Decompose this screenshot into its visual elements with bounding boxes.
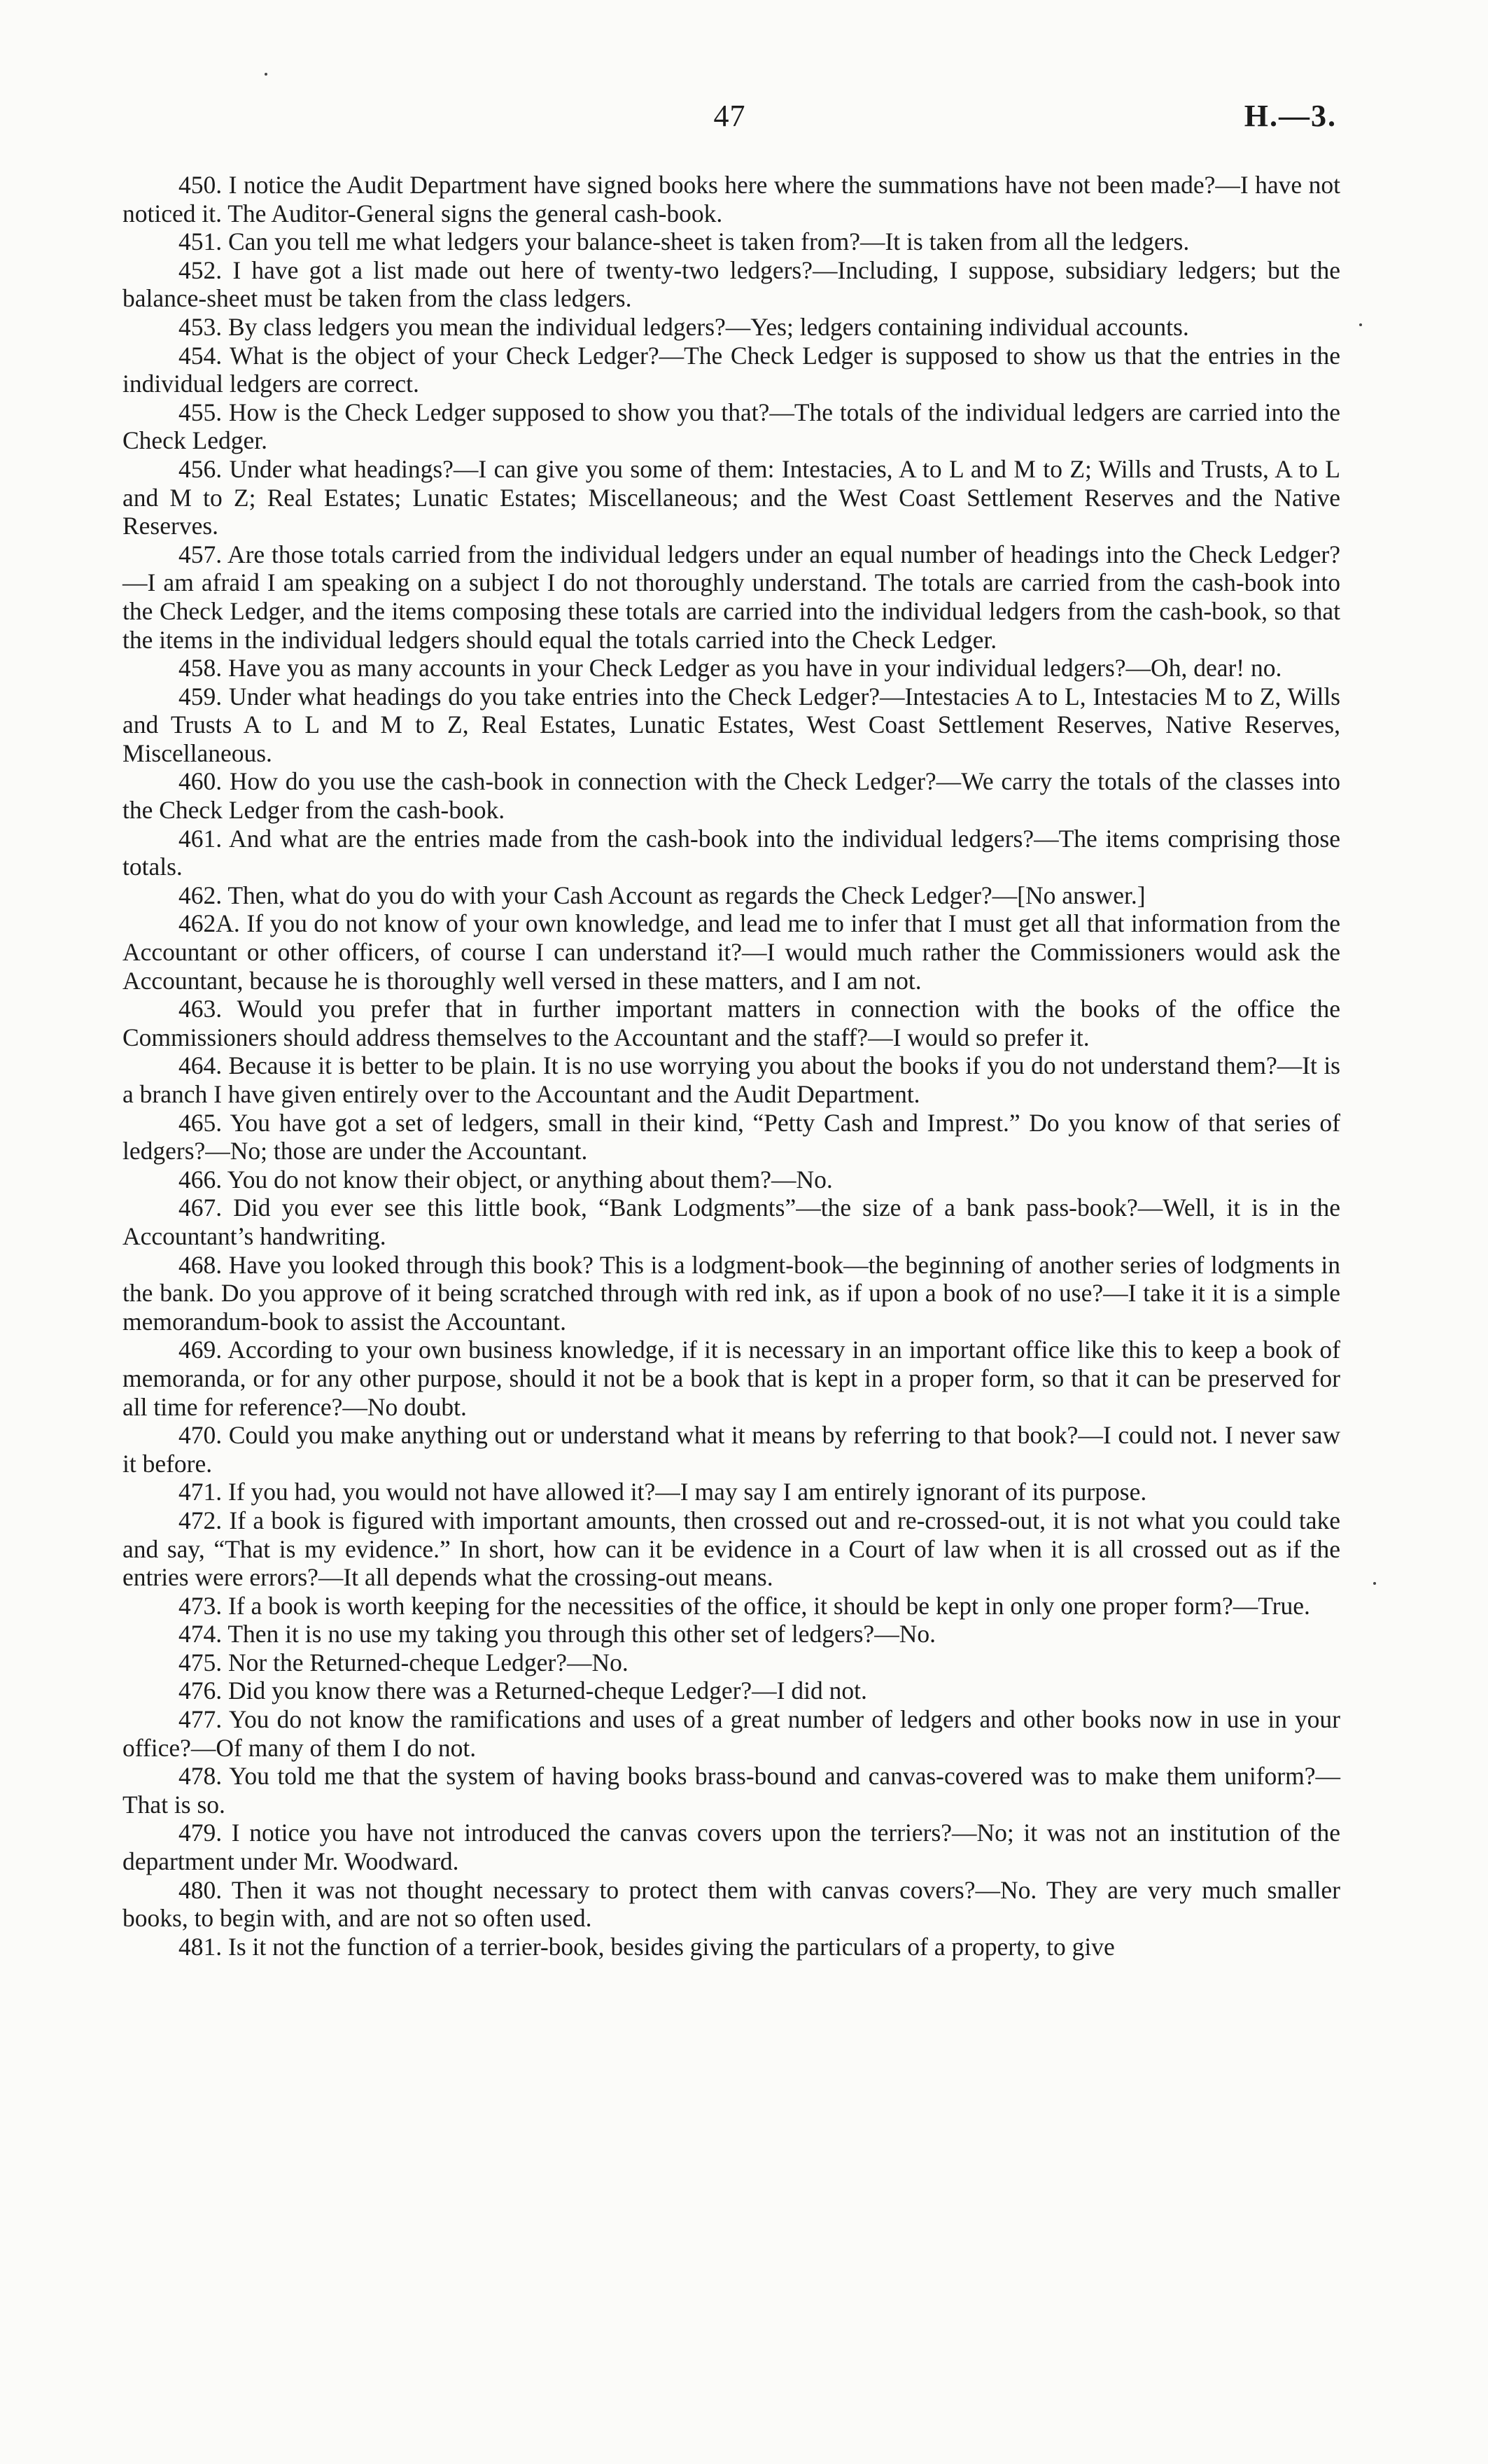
question-paragraph: 452. I have got a list made out here of twenty-two ledgers?—Including, I suppose, subsidiary ledgers; but the balance-sheet must be taken from the class ledgers. <box>122 255 1340 313</box>
question-paragraph: 481. Is it not the function of a terrier-book, besides giving the particulars of a property, to give <box>178 1932 1115 1961</box>
question-paragraph: 451. Can you tell me what ledgers your balance-sheet is taken from?—It is taken from all the ledgers. <box>178 227 1190 256</box>
question-paragraph: 469. According to your own business knowledge, if it is necessary in an important office like this to keep a book of memoranda, or for any other purpose, should it not be a book that is kept in a proper form, so that it can be preserved for all time for reference?—No doubt. <box>122 1336 1340 1421</box>
question-paragraph: 475. Nor the Returned-cheque Ledger?—No. <box>178 1648 629 1676</box>
print-speck <box>1359 323 1362 326</box>
document-reference: H.—3. <box>1244 99 1337 133</box>
page-header <box>122 98 1337 140</box>
question-paragraph: 465. You have got a set of ledgers, small in their kind, “Petty Cash and Imprest.” Do you know of that series of ledgers?—No; those are under the Accountant. <box>122 1108 1340 1166</box>
question-paragraph: 470. Could you make anything out or understand what it means by referring to that book?—I could not. I never saw it before. <box>122 1421 1340 1478</box>
question-paragraph: 459. Under what headings do you take entries into the Check Ledger?—Intestacies A to L, Intestacies M to Z, Wills and Trusts A to L and M to Z, Real Estates, Lunatic Estates, West Coast Settlement Reserves, Native Reserves, Miscellaneous. <box>122 682 1340 767</box>
question-paragraph: 478. You told me that the system of having books brass-bound and canvas-covered was to make them uniform?—That is so. <box>122 1762 1340 1819</box>
question-paragraph: 454. What is the object of your Check Ledger?—The Check Ledger is supposed to show us that the entries in the individual ledgers are correct. <box>122 341 1340 398</box>
question-paragraph: 467. Did you ever see this little book, “Bank Lodgments”—the size of a bank pass-book?—Well, it is in the Accountant’s handwriting. <box>122 1194 1340 1250</box>
question-paragraph: 450. I notice the Audit Department have signed books here where the summations have not been made?—I have not noticed it. The Auditor-General signs the general cash-book. <box>122 171 1340 227</box>
question-paragraph: 461. And what are the entries made from the cash-book into the individual ledgers?—The items comprising those totals. <box>122 824 1340 881</box>
question-paragraph: 458. Have you as many accounts in your Check Ledger as you have in your individual ledgers?—Oh, dear! no. <box>178 654 1282 682</box>
print-speck <box>1373 1582 1376 1585</box>
question-paragraph: 477. You do not know the ramifications and uses of a great number of ledgers and other books now in use in your office?—Of many of them I do not. <box>122 1705 1340 1762</box>
question-paragraph: 468. Have you looked through this book? This is a lodgment-book—the beginning of another series of lodgments in the bank. Do you approve of it being scratched through with red ink, as if upon a book of no use?—I take it it is a simple memorandum-book to assist the Accountant. <box>122 1250 1340 1336</box>
question-paragraph: 471. If you had, you would not have allowed it?—I may say I am entirely ignorant of its purpose. <box>178 1478 1147 1506</box>
question-paragraph: 463. Would you prefer that in further important matters in connection with the books of the office the Commissioners should address themselves to the Accountant and the staff?—I would so prefer it. <box>122 995 1340 1051</box>
question-paragraph: 479. I notice you have not introduced the canvas covers upon the terriers?—No; it was not an institution of the department under Mr. Woodward. <box>122 1819 1340 1876</box>
print-speck <box>265 73 267 76</box>
question-paragraph: 462. Then, what do you do with your Cash Account as regards the Check Ledger?—[No answer.] <box>178 881 1146 909</box>
question-paragraph: 462A. If you do not know of your own knowledge, and lead me to infer that I must get all that information from the Accountant or other officers, of course I can understand it?—I would much rather the Commissioners would ask the Accountant, because he is thoroughly well versed in these matters, and I am not. <box>122 909 1340 995</box>
question-paragraph: 456. Under what headings?—I can give you some of them: Intestacies, A to L and M to Z; Wills and Trusts, A to L and M to Z; Real Estates; Lunatic Estates; Miscellaneous; and the West Coast Settlement Reserves and the Native Reserves. <box>122 454 1340 540</box>
question-paragraph: 455. How is the Check Ledger supposed to show you that?—The totals of the individual ledgers are carried into the Check Ledger. <box>122 398 1340 455</box>
question-paragraph: 480. Then it was not thought necessary to protect them with canvas covers?—No. They are very much smaller books, to begin with, and are not so often used. <box>122 1875 1340 1933</box>
question-paragraph: 473. If a book is worth keeping for the necessities of the office, it should be kept in only one proper form?—True. <box>178 1591 1310 1620</box>
question-paragraph: 476. Did you know there was a Returned-cheque Ledger?—I did not. <box>178 1676 867 1705</box>
page-number: 47 <box>713 99 746 133</box>
question-paragraph: 464. Because it is better to be plain. It is no use worrying you about the books if you do not understand them?—It is a branch I have given entirely over to the Accountant and the Audit Department. <box>122 1051 1340 1108</box>
question-paragraph: 466. You do not know their object, or anything about them?—No. <box>178 1165 833 1194</box>
question-paragraph: 457. Are those totals carried from the individual ledgers under an equal number of headings into the Check Ledger?—I am afraid I am speaking on a subject I do not thoroughly understand. The totals are carried from the cash-book into the Check Ledger, and the items composing these totals are carried into the individual ledgers from the cash-book, so that the items in the individual ledgers should equal the totals carried into the Check Ledger. <box>122 540 1340 654</box>
question-paragraph: 460. How do you use the cash-book in connection with the Check Ledger?—We carry the totals of the classes into the Check Ledger from the cash-book. <box>122 767 1340 825</box>
question-paragraph: 474. Then it is no use my taking you through this other set of ledgers?—No. <box>178 1620 936 1648</box>
testimony-body <box>122 171 1340 1961</box>
question-paragraph: 453. By class ledgers you mean the individual ledgers?—Yes; ledgers containing individual accounts. <box>178 312 1189 341</box>
question-paragraph: 472. If a book is figured with important amounts, then crossed out and re-crossed-out, it is not what you could take and say, “That is my evidence.” In short, how can it be evidence in a Court of law when it is all crossed out as if the entries were errors?—It all depends what the crossing-out means. <box>122 1506 1340 1592</box>
